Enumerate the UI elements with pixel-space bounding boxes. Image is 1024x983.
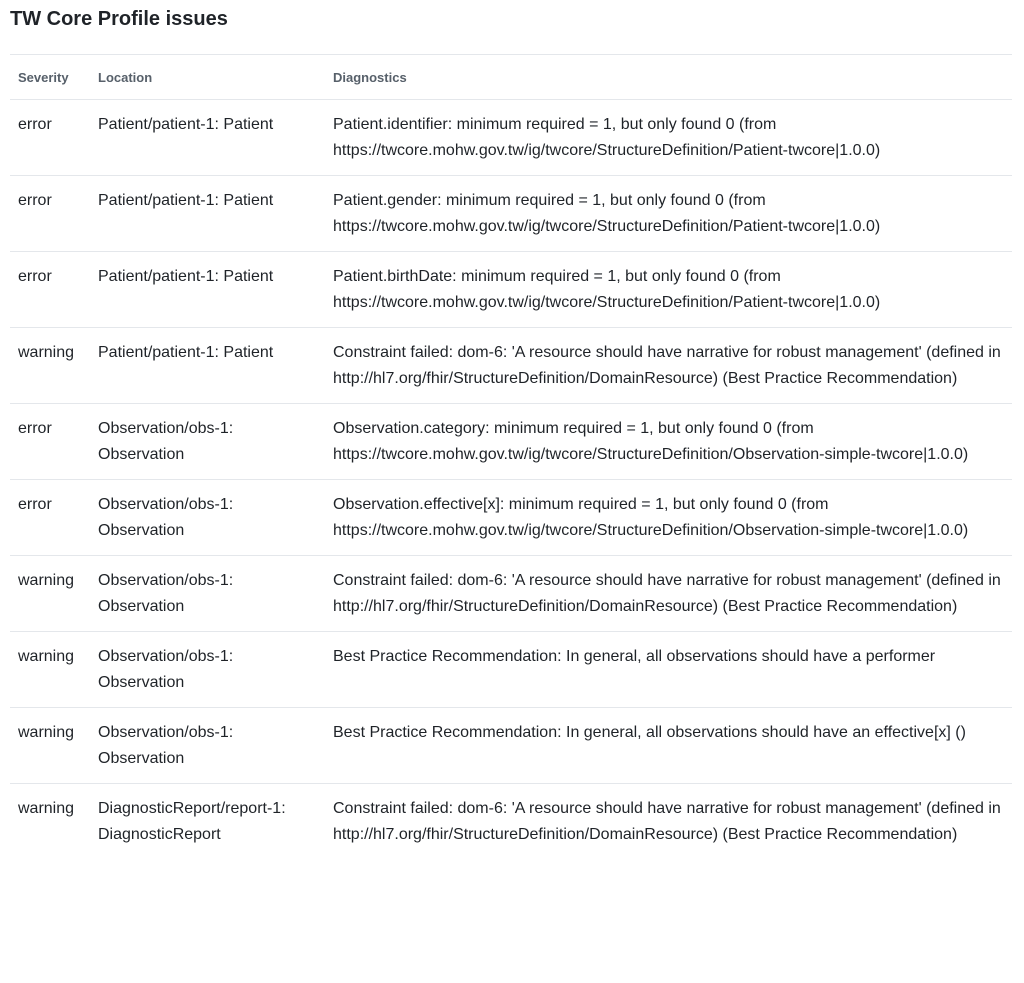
location-cell: Observation/obs-1: Observation (90, 480, 325, 556)
location-cell: Patient/patient-1: Patient (90, 252, 325, 328)
location-cell: Patient/patient-1: Patient (90, 328, 325, 404)
location-cell: Patient/patient-1: Patient (90, 100, 325, 176)
diagnostics-cell: Patient.gender: minimum required = 1, but only found 0 (from https://twcore.mohw.gov.tw/ig/twcore/StructureDefinition/Patient-twcore|1.0.0) (325, 176, 1012, 252)
table-row (10, 784, 1012, 860)
severity-cell: error (10, 252, 90, 328)
table-row (10, 328, 1012, 404)
location-cell: Observation/obs-1: Observation (90, 404, 325, 480)
location-cell: DiagnosticReport/report-1: DiagnosticReport (98, 800, 286, 843)
severity-cell: warning (10, 708, 90, 784)
diagnostics-cell: Patient.identifier: minimum required = 1, but only found 0 (from https://twcore.mohw.gov.tw/ig/twcore/StructureDefinition/Patient-twcore|1.0.0) (325, 100, 1012, 176)
diagnostics-cell: Constraint failed: dom-6: 'A resource should have narrative for robust management' (defined in http://hl7.org/fhir/StructureDefinition/DomainResource) (Best Practice Recommendation) (333, 800, 1001, 843)
table-row (10, 176, 1012, 252)
table-row (10, 480, 1012, 556)
column-header-diagnostics: Diagnostics (325, 55, 1012, 100)
severity-cell: warning (18, 800, 75, 817)
severity-cell: warning (10, 556, 90, 632)
location-cell: Observation/obs-1: Observation (90, 632, 325, 708)
severity-cell: warning (10, 632, 90, 708)
location-cell: Observation/obs-1: Observation (90, 708, 325, 784)
table-row (10, 100, 1012, 176)
diagnostics-cell: Observation.category: minimum required = 1, but only found 0 (from https://twcore.mohw.gov.tw/ig/twcore/StructureDefinition/Observation-simple-twcore|1.0.0) (325, 404, 1012, 480)
table-row (10, 708, 1012, 784)
issues-table (10, 54, 1012, 859)
table-header-row (10, 55, 1012, 100)
diagnostics-cell: Best Practice Recommendation: In general, all observations should have an effective[x] () (325, 708, 1012, 784)
severity-cell: warning (10, 328, 90, 404)
severity-cell: error (10, 480, 90, 556)
diagnostics-cell: Best Practice Recommendation: In general, all observations should have a performer (325, 632, 1012, 708)
diagnostics-cell: Constraint failed: dom-6: 'A resource should have narrative for robust management' (defined in http://hl7.org/fhir/StructureDefinition/DomainResource) (Best Practice Recommendation) (325, 556, 1012, 632)
table-row (10, 632, 1012, 708)
table-row (10, 404, 1012, 480)
diagnostics-cell: Constraint failed: dom-6: 'A resource should have narrative for robust management' (defined in http://hl7.org/fhir/StructureDefinition/DomainResource) (Best Practice Recommendation) (325, 328, 1012, 404)
severity-cell: error (10, 404, 90, 480)
diagnostics-cell: Observation.effective[x]: minimum required = 1, but only found 0 (from https://twcore.mohw.gov.tw/ig/twcore/StructureDefinition/Observation-simple-twcore|1.0.0) (325, 480, 1012, 556)
column-header-location: Location (90, 55, 325, 100)
diagnostics-cell: Patient.birthDate: minimum required = 1, but only found 0 (from https://twcore.mohw.gov.tw/ig/twcore/StructureDefinition/Patient-twcore|1.0.0) (325, 252, 1012, 328)
column-header-severity: Severity (10, 55, 90, 100)
page-title: TW Core Profile issues (10, 8, 228, 30)
severity-cell: error (10, 100, 90, 176)
location-cell: Patient/patient-1: Patient (90, 176, 325, 252)
severity-cell: error (10, 176, 90, 252)
location-cell: Observation/obs-1: Observation (90, 556, 325, 632)
table-row (10, 252, 1012, 328)
table-row (10, 556, 1012, 632)
